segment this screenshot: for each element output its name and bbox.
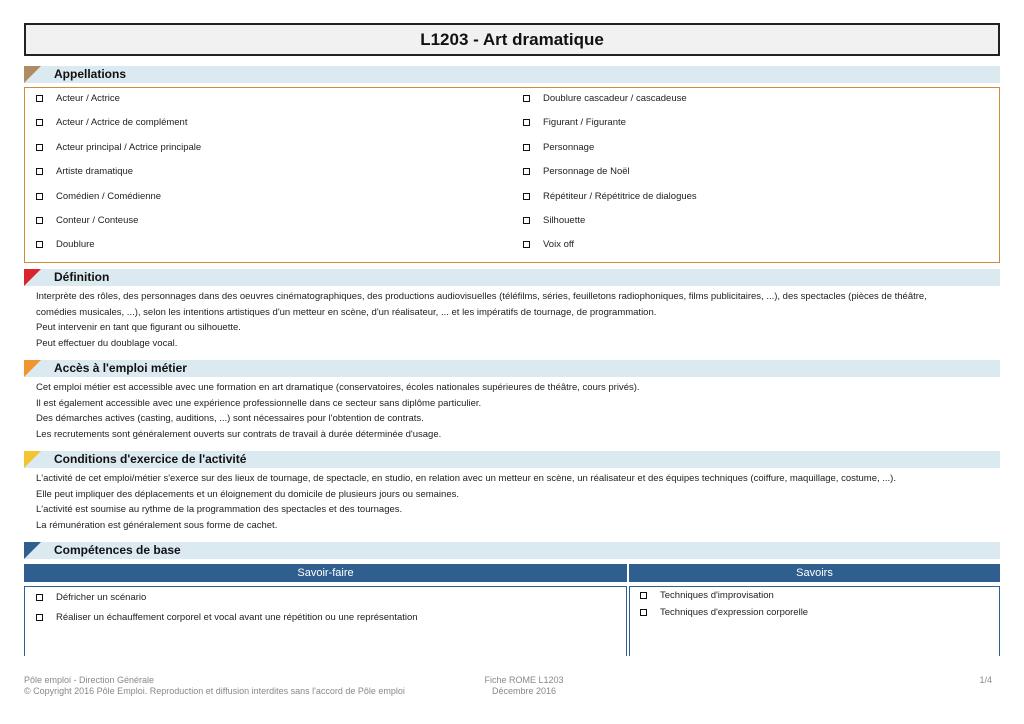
checkbox-icon xyxy=(36,614,43,621)
footer-date: Décembre 2016 xyxy=(491,686,557,696)
list-item xyxy=(36,612,418,623)
section-acces xyxy=(24,360,1000,377)
checkbox-icon xyxy=(36,119,43,126)
text-line: Elle peut impliquer des déplacements et un éloignement du domicile de plusieurs jours ou semaines. xyxy=(36,488,459,500)
section-triangle-icon xyxy=(24,66,41,83)
list-item-label: Voix off xyxy=(543,239,574,251)
savoir-faire-header: Savoir-faire xyxy=(24,564,627,582)
list-item-label: Défricher un scénario xyxy=(56,592,147,603)
list-item xyxy=(36,142,201,153)
savoir-faire-list xyxy=(24,586,627,656)
list-item-label: Acteur principal / Actrice principale xyxy=(56,141,202,153)
section-title: Définition xyxy=(54,270,110,284)
list-item-label: Comédien / Comédienne xyxy=(56,190,162,202)
list-item-label: Acteur / Actrice de complément xyxy=(56,117,188,129)
list-item xyxy=(36,166,133,177)
text-line: Cet emploi métier est accessible avec une formation en art dramatique (conservatoires, écoles nationales supérieures de théâtre, cours privés). xyxy=(36,382,640,393)
list-item-label: Artiste dramatique xyxy=(56,166,134,178)
list-item-label: Personnage xyxy=(543,141,595,153)
list-item-label: Silhouette xyxy=(543,215,586,226)
savoirs-header: Savoirs xyxy=(629,564,1000,582)
list-item xyxy=(640,607,808,618)
checkbox-icon xyxy=(36,594,43,601)
footer-center xyxy=(470,675,578,697)
checkbox-icon xyxy=(523,119,530,126)
checkbox-icon xyxy=(640,592,647,599)
acces-text xyxy=(36,380,640,442)
text-line: Il est également accessible avec une expérience professionnelle dans ce secteur sans diplôme particulier. xyxy=(36,397,482,409)
checkbox-icon xyxy=(523,144,530,151)
checkbox-icon xyxy=(523,241,530,248)
list-item-label: Doublure xyxy=(56,239,95,251)
list-item xyxy=(640,590,774,601)
checkbox-icon xyxy=(36,217,43,224)
checkbox-icon xyxy=(523,217,530,224)
text-line: Des démarches actives (casting, auditions, ...) sont nécessaires pour l'obtention de contrats. xyxy=(36,413,424,425)
page-title: L1203 - Art dramatique xyxy=(24,23,1000,56)
checkbox-icon xyxy=(640,609,647,616)
list-item-label: Répétiteur / Répétitrice de dialogues xyxy=(543,190,697,202)
list-item xyxy=(523,191,697,202)
text-line: La rémunération est généralement sous forme de cachet. xyxy=(36,519,278,531)
list-item xyxy=(523,215,585,226)
list-item xyxy=(36,215,138,226)
section-triangle-icon xyxy=(24,542,41,559)
list-item xyxy=(523,239,574,250)
text-line: Les recrutements sont généralement ouverts sur contrats de travail à durée déterminée d'usage. xyxy=(36,428,442,440)
appellations-list xyxy=(24,87,1000,263)
footer-fiche: Fiche ROME L1203 xyxy=(484,675,564,685)
section-conditions xyxy=(24,451,1000,468)
checkbox-icon xyxy=(36,241,43,248)
list-item xyxy=(523,142,594,153)
list-item-label: Figurant / Figurante xyxy=(543,117,626,129)
list-item xyxy=(36,592,146,603)
section-definition xyxy=(24,269,1000,286)
checkbox-icon xyxy=(36,168,43,175)
list-item-label: Conteur / Conteuse xyxy=(56,215,139,226)
section-appellations xyxy=(24,66,1000,83)
list-item-label: Réaliser un échauffement corporel et vocal avant une répétition ou une représentation xyxy=(56,611,418,623)
footer-org: Pôle emploi - Direction Générale xyxy=(24,675,155,685)
section-triangle-icon xyxy=(24,451,41,468)
list-item xyxy=(523,93,687,104)
footer-page: 1/4 xyxy=(979,675,992,685)
list-item xyxy=(36,93,120,104)
text-line: Peut intervenir en tant que figurant ou silhouette. xyxy=(36,322,241,334)
checkbox-icon xyxy=(36,95,43,102)
list-item xyxy=(36,239,95,250)
checkbox-icon xyxy=(523,193,530,200)
section-title: Appellations xyxy=(54,67,127,81)
footer-left xyxy=(24,675,405,697)
checkbox-icon xyxy=(36,144,43,151)
section-title: Conditions d'exercice de l'activité xyxy=(54,452,247,466)
section-triangle-icon xyxy=(24,269,41,286)
section-triangle-icon xyxy=(24,360,41,377)
text-line: L'activité est soumise au rythme de la programmation des spectacles et des tournages. xyxy=(36,504,403,516)
text-line: Interprète des rôles, des personnages dans des oeuvres cinématographiques, des productions audiovisuelles (téléfilms, séries, feuilletons radiophoniques, films publicitaires, ...), des spectacles (pièces de théâtre, xyxy=(36,291,927,302)
list-item-label: Doublure cascadeur / cascadeuse xyxy=(543,93,687,104)
section-title: Accès à l'emploi métier xyxy=(54,361,187,375)
footer-copyright: © Copyright 2016 Pôle Emploi. Reproduction et diffusion interdites sans l'accord de Pôle emploi xyxy=(24,686,405,696)
list-item xyxy=(523,166,630,177)
text-line: Peut effectuer du doublage vocal. xyxy=(36,337,178,349)
text-line: L'activité de cet emploi/métier s'exerce sur des lieux de tournage, de spectacle, en studio, en relation avec un metteur en scène, un réalisateur et des équipes techniques (coiffure, maquillage, costume, ...). xyxy=(36,473,896,484)
conditions-text xyxy=(36,471,896,533)
section-competences xyxy=(24,542,1000,559)
list-item-label: Acteur / Actrice xyxy=(56,93,120,104)
list-item xyxy=(523,117,626,128)
list-item-label: Techniques d'expression corporelle xyxy=(660,607,809,618)
checkbox-icon xyxy=(523,168,530,175)
text-line: comédies musicales, ...), selon les intentions artistiques d'un metteur en scène, d'un réalisateur, ... et les impératifs de tournage, de programmation. xyxy=(36,306,657,318)
list-item xyxy=(36,117,187,128)
checkbox-icon xyxy=(36,193,43,200)
list-item-label: Techniques d'improvisation xyxy=(660,590,774,601)
checkbox-icon xyxy=(523,95,530,102)
savoirs-list xyxy=(629,586,1000,656)
section-title: Compétences de base xyxy=(54,543,181,557)
definition-text xyxy=(36,289,927,351)
list-item-label: Personnage de Noël xyxy=(543,166,630,178)
list-item xyxy=(36,191,161,202)
